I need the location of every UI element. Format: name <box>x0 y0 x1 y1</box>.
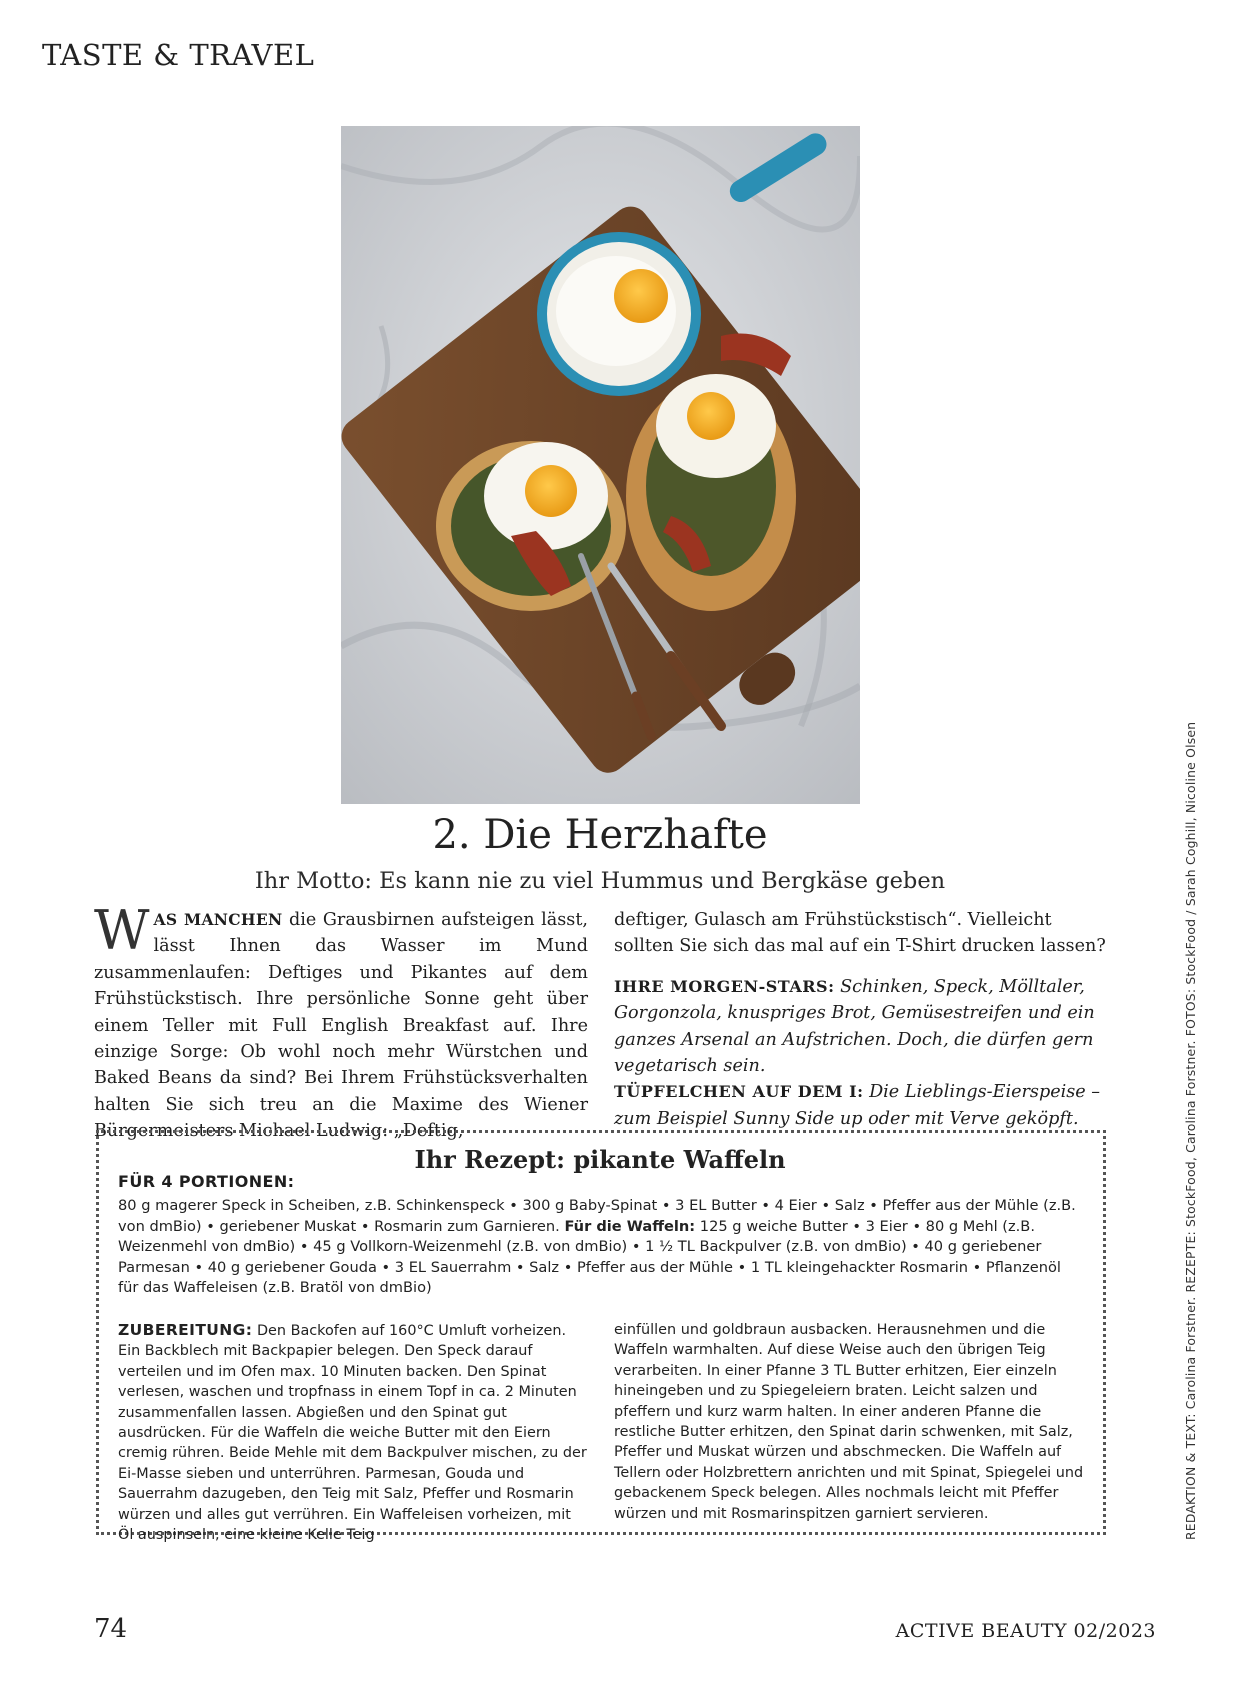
page-number: 74 <box>94 1614 128 1644</box>
breakfast-photo <box>341 126 860 804</box>
preparation-right: einfüllen und goldbraun ausbacken. Herausnehmen und die Waffeln warmhalten. Auf diese Weise auch den übrigen Teig verarbeiten. In einer Pfanne 3 TL Butter erhitzen, Eier einzeln hineingeben und zu Spiegeleiern braten. Leicht salzen und pfeffern und kurz warm halten. In einer anderen Pfanne die restliche Butter erhitzen, den Spinat darin schwenken, mit Salz, Pfeffer und Muskat würzen und abschmecken. Die Waffeln auf Tellern oder Holzbrettern anrichten und mit Spinat, Spiegelei und gebackenem Speck belegen. Alles nochmals leicht mit Pfeffer würzen und mit Rosmarinspitzen garniert servieren. <box>614 1322 1084 1522</box>
tipp-text: Die Lieblings-Eierspeise – zum Beispiel Sunny Side up oder mit Verve geköpft. <box>614 1082 1101 1129</box>
intro-text: die Grausbirnen aufsteigen lässt, lässt Ihnen das Wasser im Mund zusammenlaufen: Deftiges und Pikantes auf dem Frühstückstisch. Ihre persönliche Sonne geht über einem Teller mit Full English Breakfast auf. Ihre einzige Sorge: Ob wohl noch mehr Würstchen und Baked Beans da sind? Bei Ihrem Frühstücksverhalten halten Sie sich treu an die Maxime des Wiener Bürgermeisters Michael Ludwig: „Deftig, <box>94 910 588 1142</box>
morning-stars <box>614 974 1108 1080</box>
article-title: 2. Die Herzhafte <box>432 812 768 858</box>
preparation-left <box>118 1320 588 1545</box>
issue-label: ACTIVE BEAUTY 02/2023 <box>895 1620 1156 1642</box>
tipp-label: TÜPFELCHEN AUF DEM I: <box>614 1082 864 1102</box>
recipe-title: Ihr Rezept: pikante Waffeln <box>414 1145 786 1174</box>
morning-stars-label: IHRE MORGEN-STARS: <box>614 976 835 996</box>
dropcap: W <box>94 899 150 962</box>
ingredients-waffles: 125 g weiche Butter • 3 Eier • 80 g Mehl (z.B. Weizenmehl von dmBio) • 45 g Vollkorn-Weizenmehl (z.B. von dmBio) • 1 ½ TL Backpulver (z.B. von dmBio) • 40 g geriebener Parmesan • 40 g geriebener Gouda • 3 EL Sauerrahm • Salz • Pfeffer aus der Mühle • 1 TL kleingehackter Rosmarin • Pflanzenöl für das Waffeleisen (z.B. Bratöl von dmBio) <box>118 1217 1061 1296</box>
portions-label: FÜR 4 PORTIONEN: <box>118 1172 295 1191</box>
intro-continued: deftiger, Gulasch am Frühstückstisch“. Vielleicht sollten Sie sich das mal auf ein T-Shirt drucken lassen? <box>614 910 1106 957</box>
lead-caps: AS MANCHEN <box>153 910 283 929</box>
article-subtitle: Ihr Motto: Es kann nie zu viel Hummus und Bergkäse geben <box>254 868 946 894</box>
morning-stars-text: Schinken, Speck, Mölltaler, Gorgonzola, knuspriges Brot, Gemüsestreifen und ein ganzes Arsenal an Aufstrichen. Doch, die dürfen gern vegetarisch sein. <box>614 976 1095 1077</box>
waffle-ingredients-label: Für die Waffeln: <box>564 1217 696 1235</box>
intro-column-right <box>614 907 1108 1132</box>
photo-credits: REDAKTION & TEXT: Carolina Forstner. REZEPTE: StockFood, Carolina Forstner. FOTOS: StockFood / Sarah Coghill, Nicoline Olsen <box>1183 721 1198 1540</box>
intro-column-left <box>94 899 588 1145</box>
tipp <box>614 1079 1108 1132</box>
ingredients-list <box>118 1196 1083 1299</box>
preparation-label: ZUBEREITUNG: <box>118 1321 253 1339</box>
ingredients-main: 80 g magerer Speck in Scheiben, z.B. Schinkenspeck • 300 g Baby-Spinat • 3 EL Butter • 4 Eier • Salz • Pfeffer aus der Mühle (z.B. von dmBio) • geriebener Muskat • Rosmarin zum Garnieren. <box>118 1197 1076 1235</box>
section-heading: TASTE & TRAVEL <box>42 38 315 72</box>
preparation-text-left: Den Backofen auf 160°C Umluft vorheizen. Ein Backblech mit Backpapier belegen. Den Speck darauf verteilen und im Ofen max. 10 Minuten backen. Den Spinat verlesen, waschen und tropfnass in einem Topf in ca. 2 Minuten zusammenfallen lassen. Abgießen und den Spinat gut ausdrücken. Für die Waffeln die weiche Butter mit den Eiern cremig rühren. Beide Mehle mit dem Backpulver mischen, zu der Ei-Masse sieben und unterrühren. Parmesan, Gouda und Sauerrahm dazugeben, den Teig mit Salz, Pfeffer und Rosmarin würzen und alles gut verrühren. Ein Waffeleisen vorheizen, mit Öl auspinseln, eine kleine Kelle Teig <box>118 1323 587 1544</box>
